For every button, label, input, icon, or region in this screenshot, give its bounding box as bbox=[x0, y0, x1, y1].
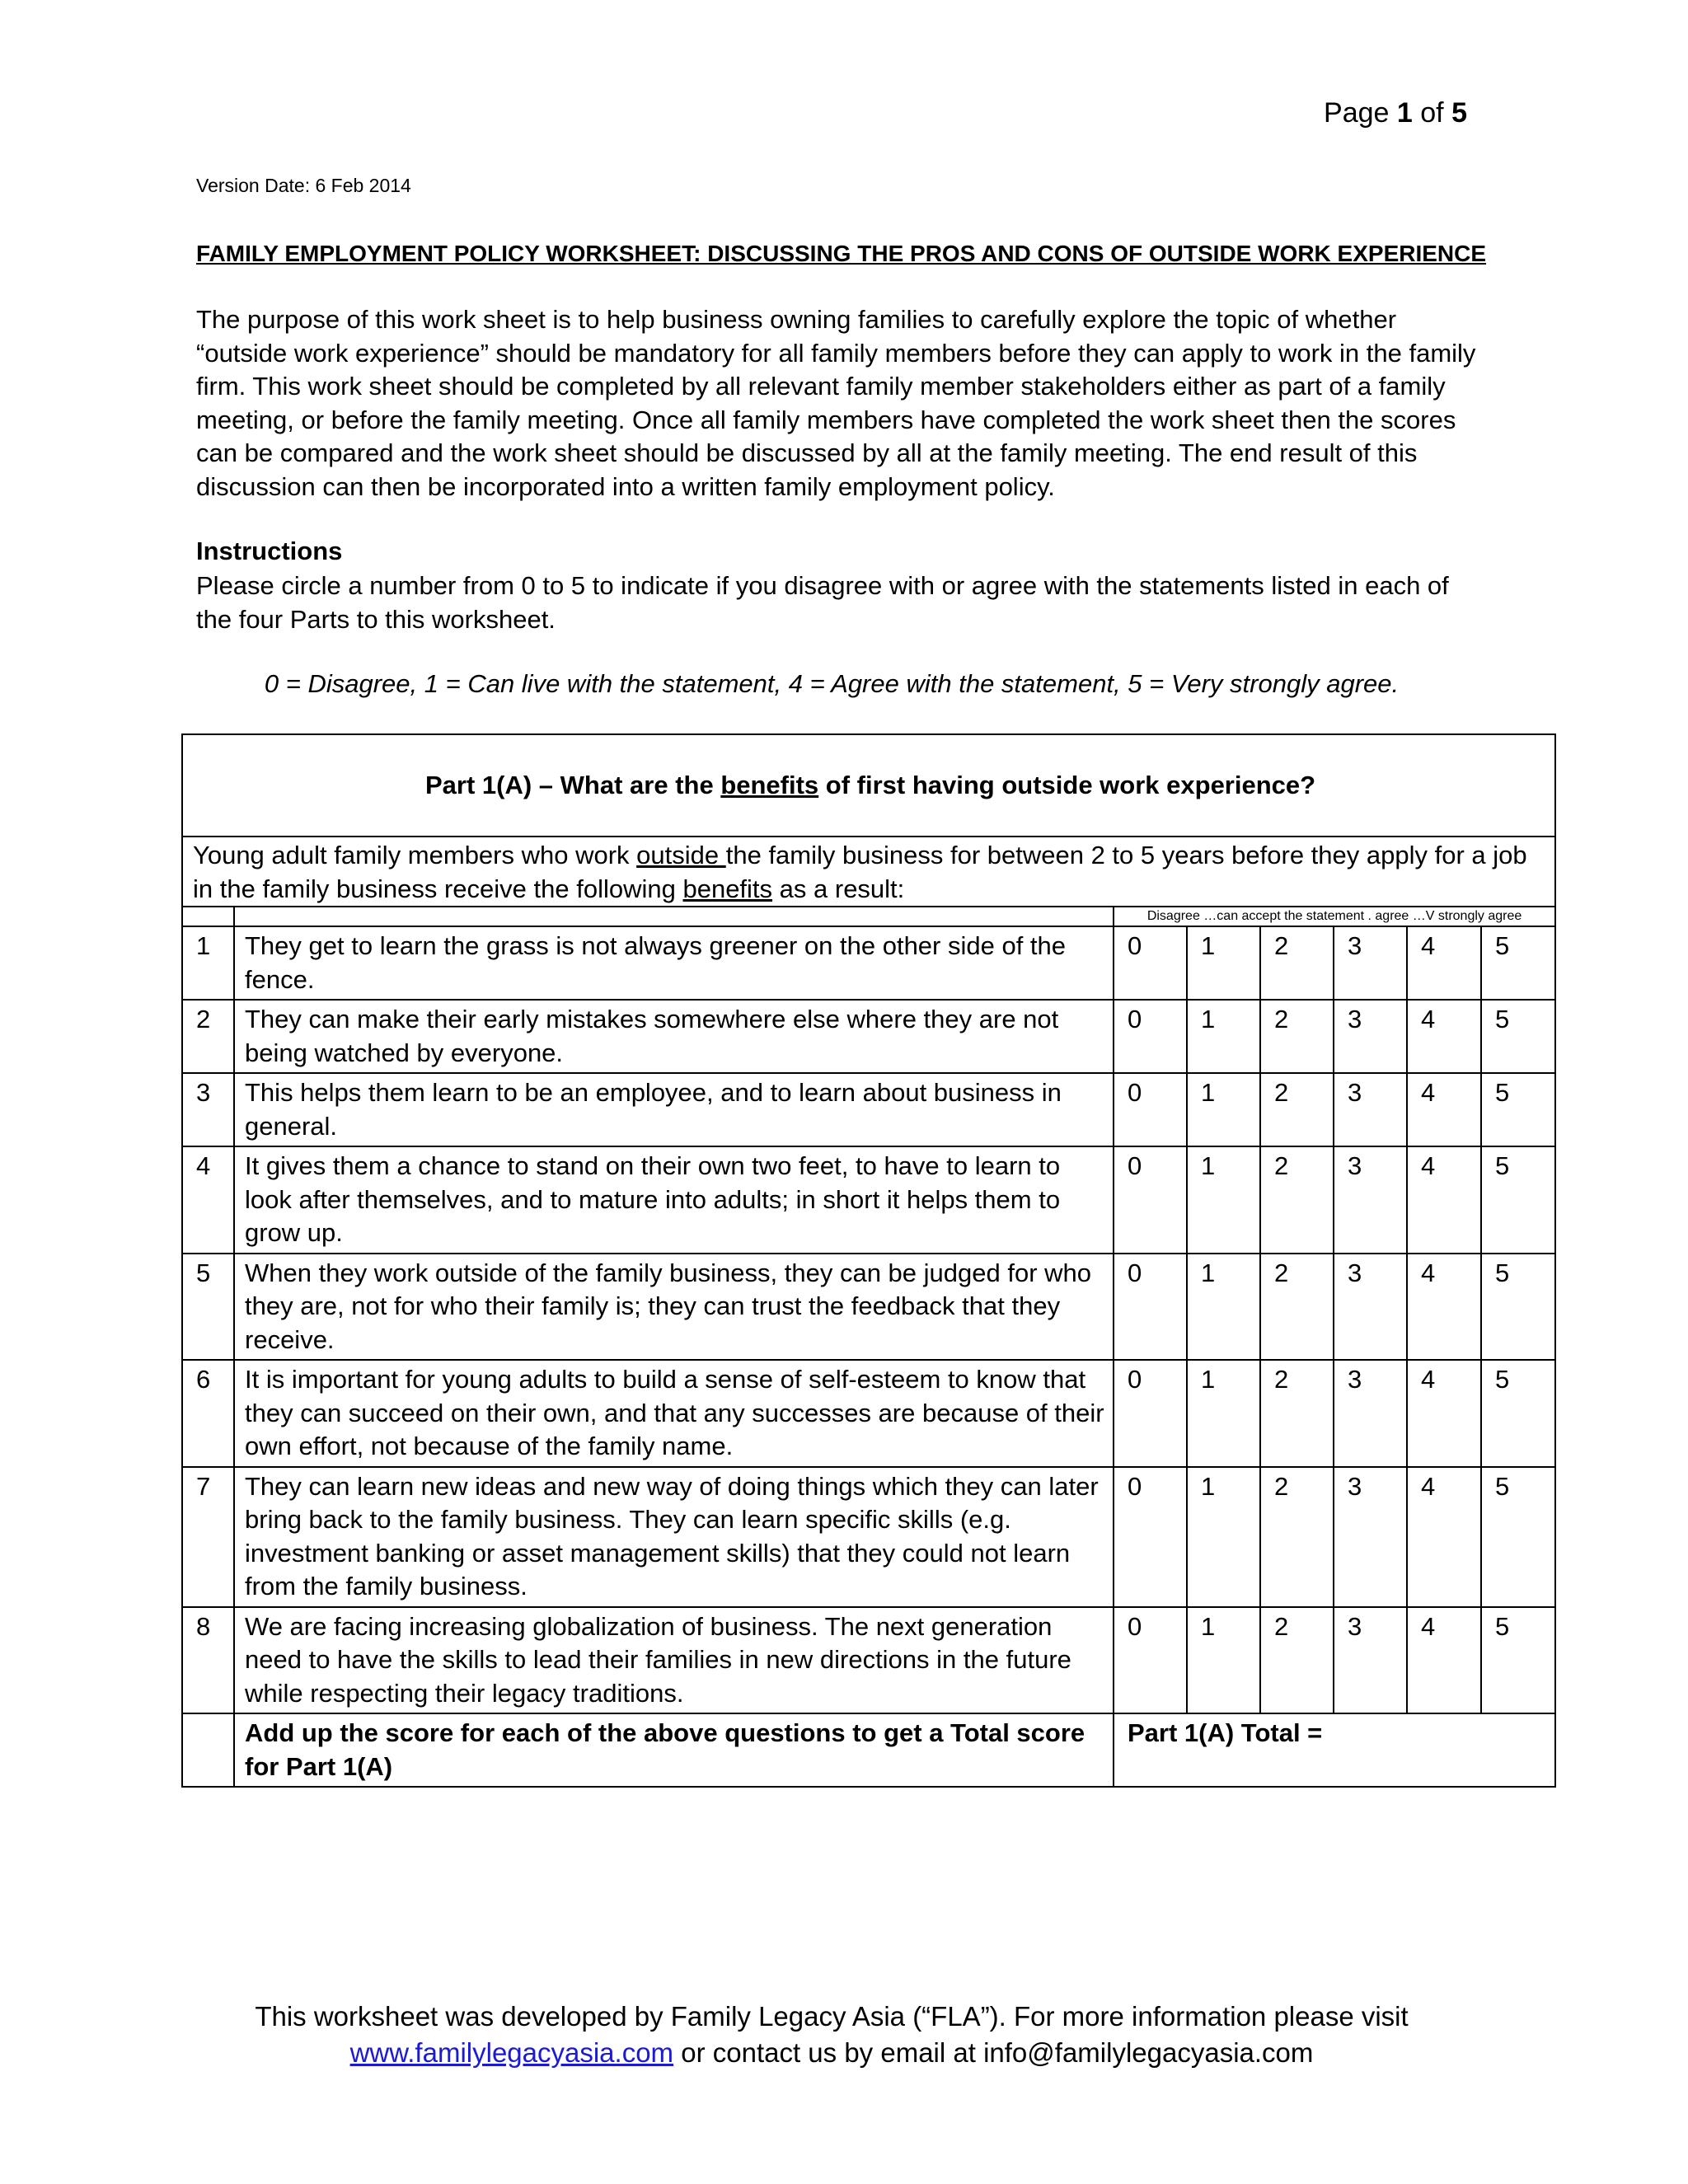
score-option-1[interactable]: 1 bbox=[1187, 1146, 1260, 1254]
part-intro bbox=[182, 837, 1555, 907]
score-option-4[interactable]: 4 bbox=[1407, 1073, 1481, 1146]
statement-text: When they work outside of the family business, they can be judged for who they are, not for who their family is; they can trust the feedback that they receive. bbox=[234, 1254, 1114, 1361]
statement-number: 3 bbox=[182, 1073, 234, 1146]
statement-number: 2 bbox=[182, 1000, 234, 1073]
statement-row bbox=[182, 926, 1555, 1000]
total-blank bbox=[182, 1713, 234, 1787]
score-option-4[interactable]: 4 bbox=[1407, 1146, 1481, 1254]
purpose-paragraph: The purpose of this work sheet is to help business owning families to carefully explore the topic of whether “outside work experience” should be mandatory for all family members before they can apply to work in the family firm. This work sheet should be completed by all relevant family member stakeholders either as part of a family meeting, or before the family meeting. Once all family members have completed the work sheet then the scores can be compared and the work sheet should be discussed by all at the family meeting. The end result of this discussion can then be incorporated into a written family employment policy. bbox=[196, 305, 1476, 501]
score-option-3[interactable]: 3 bbox=[1334, 1073, 1407, 1146]
score-option-0[interactable]: 0 bbox=[1114, 926, 1187, 1000]
score-option-5[interactable]: 5 bbox=[1481, 1000, 1555, 1073]
statement-row bbox=[182, 1146, 1555, 1254]
score-option-4[interactable]: 4 bbox=[1407, 1607, 1481, 1714]
score-option-1[interactable]: 1 bbox=[1187, 1073, 1260, 1146]
footer-contact: or contact us by email at info@familylegacyasia.com bbox=[673, 2037, 1314, 2068]
statement-text: We are facing increasing globalization of business. The next generation need to have the skills to lead their families in new directions in the future while respecting their legacy traditions. bbox=[234, 1607, 1114, 1714]
statement-text: It gives them a chance to stand on their own two feet, to have to learn to look after themselves, and to mature into adults; in short it helps them to grow up. bbox=[234, 1146, 1114, 1254]
statement-text: It is important for young adults to build a sense of self-esteem to know that they can succeed on their own, and that any successes are because of their own effort, not because of the family name. bbox=[234, 1360, 1114, 1467]
score-option-5[interactable]: 5 bbox=[1481, 1467, 1555, 1607]
statement-number: 7 bbox=[182, 1467, 234, 1607]
score-option-0[interactable]: 0 bbox=[1114, 1254, 1187, 1361]
worksheet-table bbox=[181, 733, 1556, 1788]
score-option-1[interactable]: 1 bbox=[1187, 1607, 1260, 1714]
score-option-1[interactable]: 1 bbox=[1187, 1254, 1260, 1361]
statement-number: 5 bbox=[182, 1254, 234, 1361]
statement-text: This helps them learn to be an employee, and to learn about business in general. bbox=[234, 1073, 1114, 1146]
part-heading-underlined: benefits bbox=[720, 770, 819, 799]
page-number bbox=[1324, 97, 1467, 129]
score-option-2[interactable]: 2 bbox=[1260, 1073, 1334, 1146]
score-option-2[interactable]: 2 bbox=[1260, 1254, 1334, 1361]
total-label: Add up the score for each of the above questions to get a Total score for Part 1(A) bbox=[234, 1713, 1114, 1787]
score-option-1[interactable]: 1 bbox=[1187, 1467, 1260, 1607]
statement-number: 4 bbox=[182, 1146, 234, 1254]
score-option-4[interactable]: 4 bbox=[1407, 926, 1481, 1000]
total-field[interactable]: Part 1(A) Total = bbox=[1114, 1713, 1555, 1787]
footer-line2 bbox=[0, 2035, 1663, 2071]
score-option-1[interactable]: 1 bbox=[1187, 1360, 1260, 1467]
instructions-text: Please circle a number from 0 to 5 to indicate if you disagree with or agree with the statements listed in each of the four Parts to this worksheet. bbox=[196, 571, 1449, 634]
score-option-4[interactable]: 4 bbox=[1407, 1254, 1481, 1361]
statement-number: 8 bbox=[182, 1607, 234, 1714]
score-option-3[interactable]: 3 bbox=[1334, 1000, 1407, 1073]
score-option-2[interactable]: 2 bbox=[1260, 1467, 1334, 1607]
statement-row bbox=[182, 1467, 1555, 1607]
score-option-5[interactable]: 5 bbox=[1481, 1607, 1555, 1714]
part-heading bbox=[182, 734, 1555, 837]
statement-text: They can learn new ideas and new way of doing things which they can later bring back to the family business. They can learn specific skills (e.g. investment banking or asset management skills) that they could not learn from the family business. bbox=[234, 1467, 1114, 1607]
legend-blank-text bbox=[234, 907, 1114, 926]
page-of: of bbox=[1412, 97, 1452, 129]
part-heading-before: Part 1(A) – What are the bbox=[425, 770, 721, 799]
score-option-5[interactable]: 5 bbox=[1481, 1254, 1555, 1361]
score-option-3[interactable]: 3 bbox=[1334, 926, 1407, 1000]
score-option-0[interactable]: 0 bbox=[1114, 1073, 1187, 1146]
score-option-3[interactable]: 3 bbox=[1334, 1254, 1407, 1361]
score-option-0[interactable]: 0 bbox=[1114, 1146, 1187, 1254]
statement-row bbox=[182, 1254, 1555, 1361]
score-option-2[interactable]: 2 bbox=[1260, 1000, 1334, 1073]
page-prefix: Page bbox=[1324, 97, 1397, 129]
intro-text-1: Young adult family members who work bbox=[193, 841, 637, 869]
website-link[interactable]: www.familylegacyasia.com bbox=[349, 2037, 674, 2068]
score-option-3[interactable]: 3 bbox=[1334, 1607, 1407, 1714]
score-option-4[interactable]: 4 bbox=[1407, 1000, 1481, 1073]
footer-line1: This worksheet was developed by Family Legacy Asia (“FLA”). For more information please visit bbox=[255, 2001, 1409, 2032]
score-option-5[interactable]: 5 bbox=[1481, 1073, 1555, 1146]
statement-row bbox=[182, 1360, 1555, 1467]
score-option-0[interactable]: 0 bbox=[1114, 1000, 1187, 1073]
intro-text-3: as a result: bbox=[772, 874, 905, 903]
score-option-2[interactable]: 2 bbox=[1260, 1360, 1334, 1467]
statement-number: 6 bbox=[182, 1360, 234, 1467]
statement-text: They can make their early mistakes somewhere else where they are not being watched by everyone. bbox=[234, 1000, 1114, 1073]
score-option-1[interactable]: 1 bbox=[1187, 926, 1260, 1000]
part-heading-after: of first having outside work experience? bbox=[818, 770, 1316, 799]
version-date: Version Date: 6 Feb 2014 bbox=[196, 175, 411, 196]
score-option-5[interactable]: 5 bbox=[1481, 926, 1555, 1000]
score-option-2[interactable]: 2 bbox=[1260, 1607, 1334, 1714]
score-option-0[interactable]: 0 bbox=[1114, 1467, 1187, 1607]
instructions-heading: Instructions bbox=[196, 537, 343, 565]
score-option-4[interactable]: 4 bbox=[1407, 1467, 1481, 1607]
page-total: 5 bbox=[1451, 97, 1467, 129]
statement-text: They get to learn the grass is not always greener on the other side of the fence. bbox=[234, 926, 1114, 1000]
score-option-2[interactable]: 2 bbox=[1260, 926, 1334, 1000]
footer bbox=[0, 1999, 1663, 2071]
score-option-3[interactable]: 3 bbox=[1334, 1360, 1407, 1467]
legend-blank-num bbox=[182, 907, 234, 926]
score-option-3[interactable]: 3 bbox=[1334, 1146, 1407, 1254]
statement-row bbox=[182, 1073, 1555, 1146]
worksheet-title: FAMILY EMPLOYMENT POLICY WORKSHEET: DISCUSSING THE PROS AND CONS OF OUTSIDE WORK EXPERIENCE bbox=[196, 241, 1487, 266]
page-current: 1 bbox=[1396, 97, 1413, 129]
statement-row bbox=[182, 1607, 1555, 1714]
intro-outside: outside bbox=[636, 841, 726, 869]
statement-number: 1 bbox=[182, 926, 234, 1000]
statement-row bbox=[182, 1000, 1555, 1073]
scale-legend: Disagree …can accept the statement . agree …V strongly agree bbox=[1114, 907, 1555, 926]
score-option-5[interactable]: 5 bbox=[1481, 1360, 1555, 1467]
score-option-0[interactable]: 0 bbox=[1114, 1607, 1187, 1714]
intro-benefits: benefits bbox=[682, 874, 773, 903]
score-option-0[interactable]: 0 bbox=[1114, 1360, 1187, 1467]
scale-explanation: 0 = Disagree, 1 = Can live with the statement, 4 = Agree with the statement, 5 = Very strongly agree. bbox=[264, 669, 1400, 698]
score-option-1[interactable]: 1 bbox=[1187, 1000, 1260, 1073]
score-option-3[interactable]: 3 bbox=[1334, 1467, 1407, 1607]
intro-text-2: the family business for between 2 to 5 years before they apply for a job in the family business receive the following bbox=[193, 841, 1527, 903]
score-option-5[interactable]: 5 bbox=[1481, 1146, 1555, 1254]
score-option-2[interactable]: 2 bbox=[1260, 1146, 1334, 1254]
score-option-4[interactable]: 4 bbox=[1407, 1360, 1481, 1467]
